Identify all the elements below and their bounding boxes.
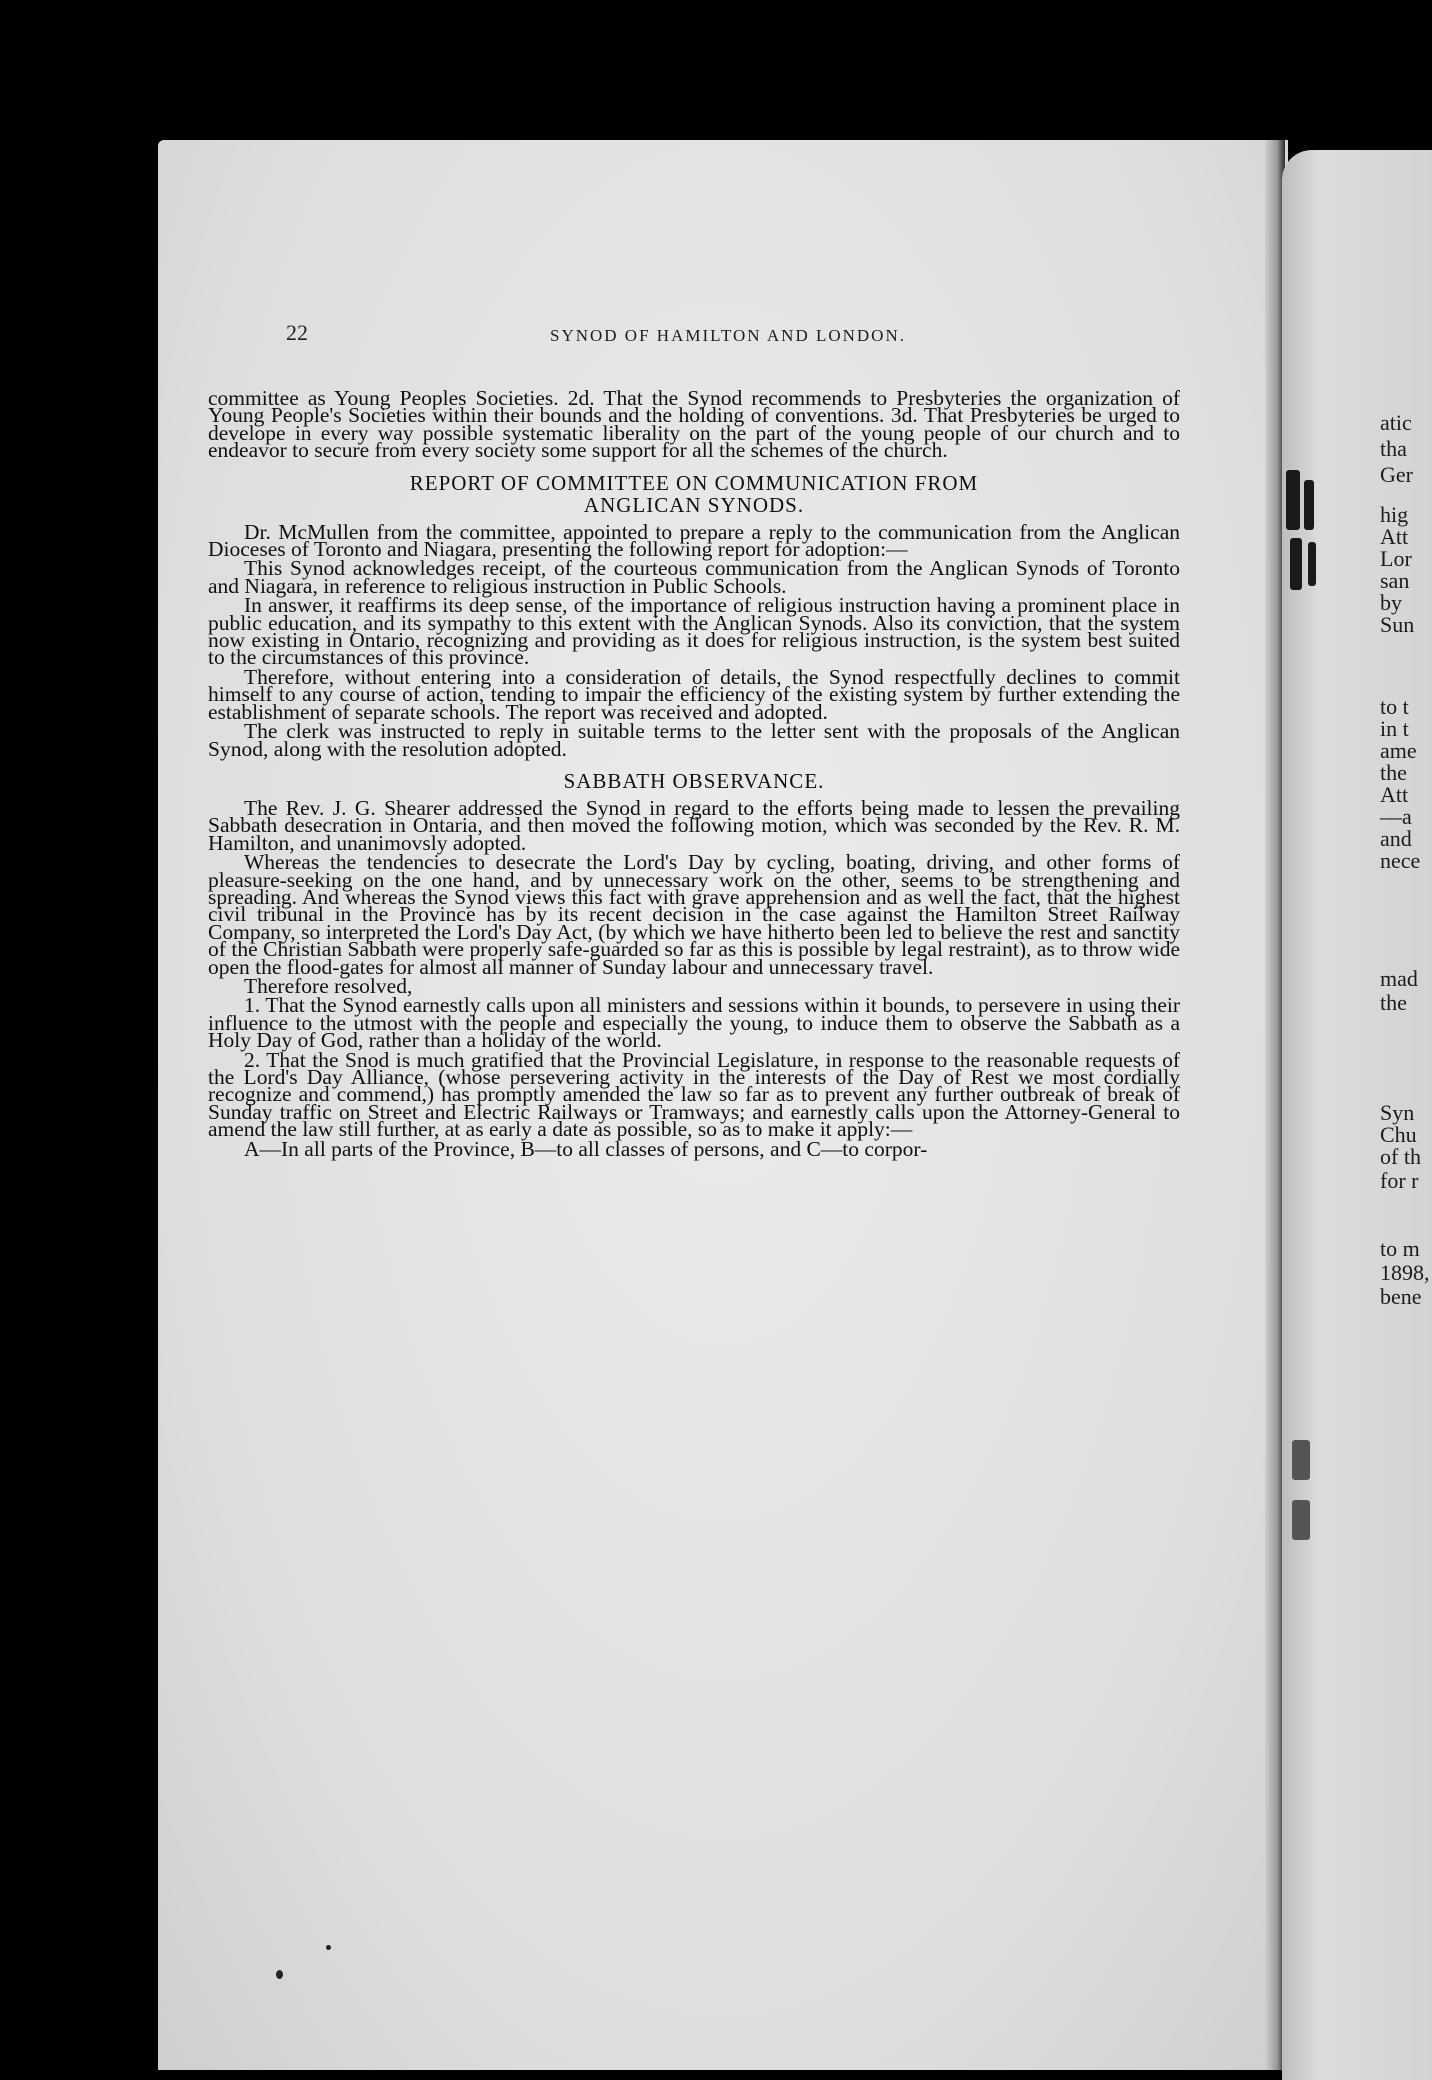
ink-speck bbox=[326, 1945, 331, 1950]
paragraph: In answer, it reaffirms its deep sense, of the importance of religious instruction having a prominent place in public education, and its sympathy to this extent with the Anglican Synods. Also its conviction, that the system now existing in Ontario, recognizing and providing as it does for religious instruction, is the system best suited to the circumstances of this province. bbox=[208, 593, 1180, 670]
adjacent-text-fragment: —a bbox=[1380, 804, 1412, 829]
opening-paragraph: committee as Young Peoples Societies. 2d. That the Synod recommends to Presbyteries the organization of Young People's Societies within their bounds and the holding of conventions. 3d. That Presbyteries be urged to develope in every way possible systematic liberality on the part of the young people of our church and to endeavor to secure from every society some support for all the schemes of the church. bbox=[208, 386, 1180, 463]
adjacent-text-fragment: Ger bbox=[1380, 462, 1413, 487]
adjacent-text-fragment: 1898, bbox=[1380, 1260, 1430, 1285]
binding-stitch bbox=[1308, 542, 1316, 586]
resolution-list bbox=[208, 993, 1180, 1161]
adjacent-text-fragment: ame bbox=[1380, 738, 1417, 763]
binding-stitch bbox=[1290, 538, 1302, 590]
adjacent-text-fragment: Att bbox=[1380, 524, 1409, 549]
adjacent-text-fragment: Att bbox=[1380, 782, 1409, 807]
adjacent-text-fragment: tha bbox=[1380, 436, 1407, 461]
ink-speck bbox=[276, 1970, 283, 1979]
binding-stitch bbox=[1286, 470, 1300, 530]
adjacent-text-fragment: atic bbox=[1380, 410, 1412, 435]
resolution-item: 1. That the Synod earnestly calls upon all ministers and sessions within it bounds, to persevere in using their influence to the utmost with the people and especially the young, to induce them to observe the Sabbath as a Holy Day of God, rather than a holiday of the world. bbox=[208, 993, 1180, 1053]
adjacent-text-fragment: and bbox=[1380, 826, 1412, 851]
adjacent-text-fragment: Sun bbox=[1380, 612, 1415, 637]
adjacent-text-fragment: Chu bbox=[1380, 1122, 1417, 1147]
page-number: 22 bbox=[286, 320, 308, 345]
adjacent-text-fragment: hig bbox=[1380, 502, 1409, 527]
adjacent-text-fragment: to m bbox=[1380, 1236, 1420, 1261]
adjacent-text-fragment: san bbox=[1380, 568, 1410, 593]
paragraph: This Synod acknowledges receipt, of the courteous communication from the Anglican Synods of Toronto and Niagara, in reference to religious instruction in Public Schools. bbox=[208, 556, 1180, 598]
adjacent-text-fragment: mad bbox=[1380, 966, 1418, 991]
document-page bbox=[158, 140, 1288, 2070]
adjacent-text-fragment: for r bbox=[1380, 1168, 1419, 1193]
adjacent-text-fragment: the bbox=[1380, 990, 1407, 1015]
paragraph: Therefore, without entering into a consideration of details, the Synod respectfully declines to commit himself to any course of action, tending to impair the efficiency of the existing system by further extending the establishment of separate schools. The report was received and adopted. bbox=[208, 664, 1180, 724]
paragraph: The Rev. J. G. Shearer addressed the Synod in regard to the efforts being made to lessen the prevailing Sabbath desecration in Ontaria, and then moved the following motion, which was seconded by the Rev. R. M. Hamilton, and unanimovsly adopted. bbox=[208, 795, 1180, 855]
adjacent-text-fragment: the bbox=[1380, 760, 1407, 785]
adjacent-text-fragment: to t bbox=[1380, 694, 1409, 719]
resolution-item: A—In all parts of the Province, B—to all classes of persons, and C—to corpor- bbox=[244, 1136, 928, 1161]
running-head: SYNOD OF HAMILTON AND LONDON. bbox=[550, 326, 906, 345]
resolution-item: 2. That the Snod is much gratified that the Provincial Legislature, in response to the reasonable requests of the Lord's Day Alliance, (whose persevering activity in the interests of the Day of Rest we most cordially recognize and commend,) has promptly amended the law so far as to prevent any further outbreak of break of Sunday traffic on Street and Electric Railways or Tramways; and earnestly calls upon the Attorney-General to amend the law still further, at as early a date as possible, so as to make it apply:— bbox=[208, 1047, 1180, 1142]
binding-stitch bbox=[1292, 1500, 1310, 1540]
paragraph: The clerk was instructed to reply in suitable terms to the letter sent with the proposals of the Anglican Synod, along with the resolution adopted. bbox=[208, 719, 1180, 761]
binding-stitch bbox=[1292, 1440, 1310, 1480]
paragraph: Therefore resolved, bbox=[244, 973, 413, 998]
adjacent-text-fragment: Syn bbox=[1380, 1100, 1415, 1125]
paragraph: Dr. McMullen from the committee, appointed to prepare a reply to the communication from the Anglican Dioceses of Toronto and Niagara, presenting the following report for adoption:— bbox=[208, 519, 1180, 562]
section-heading-anglican bbox=[208, 472, 1180, 516]
section-heading-sabbath: SABBATH OBSERVANCE. bbox=[563, 768, 825, 793]
page-body bbox=[208, 386, 1180, 1161]
adjacent-text-fragment: of th bbox=[1380, 1144, 1421, 1169]
adjacent-text-fragment: Lor bbox=[1380, 546, 1412, 571]
adjacent-text-fragment: bene bbox=[1380, 1284, 1422, 1309]
binding-stitch bbox=[1304, 480, 1314, 530]
section-heading-line1: REPORT OF COMMITTEE ON COMMUNICATION FROM bbox=[409, 470, 979, 495]
adjacent-text-fragment: by bbox=[1380, 590, 1402, 615]
section-heading-line2: ANGLICAN SYNODS. bbox=[583, 492, 805, 517]
adjacent-text-fragment: nece bbox=[1380, 848, 1421, 873]
adjacent-text-fragment: in t bbox=[1380, 716, 1409, 741]
adjacent-page-edge bbox=[1282, 150, 1432, 2080]
paragraph: Whereas the tendencies to desecrate the Lord's Day by cycling, boating, driving, and other forms of pleasure-seeking on the one hand, and by unnecessary work on the other, seems to be strengthening and spreading. And whereas the Synod views this fact with grave apprehension and as well the fact, that the highest civil tribunal in the Province has by its recent decision in the case against the Hamilton Street Railway Company, so interpreted the Lord's Day Act, (by which we have hitherto been led to believe the rest and sanctity of the Christian Sabbath were properly safe-guarded so far as this is possible by legal restraint), as to throw wide open the flood-gates for almost all manner of Sunday labour and unnecessary travel. bbox=[208, 850, 1180, 979]
